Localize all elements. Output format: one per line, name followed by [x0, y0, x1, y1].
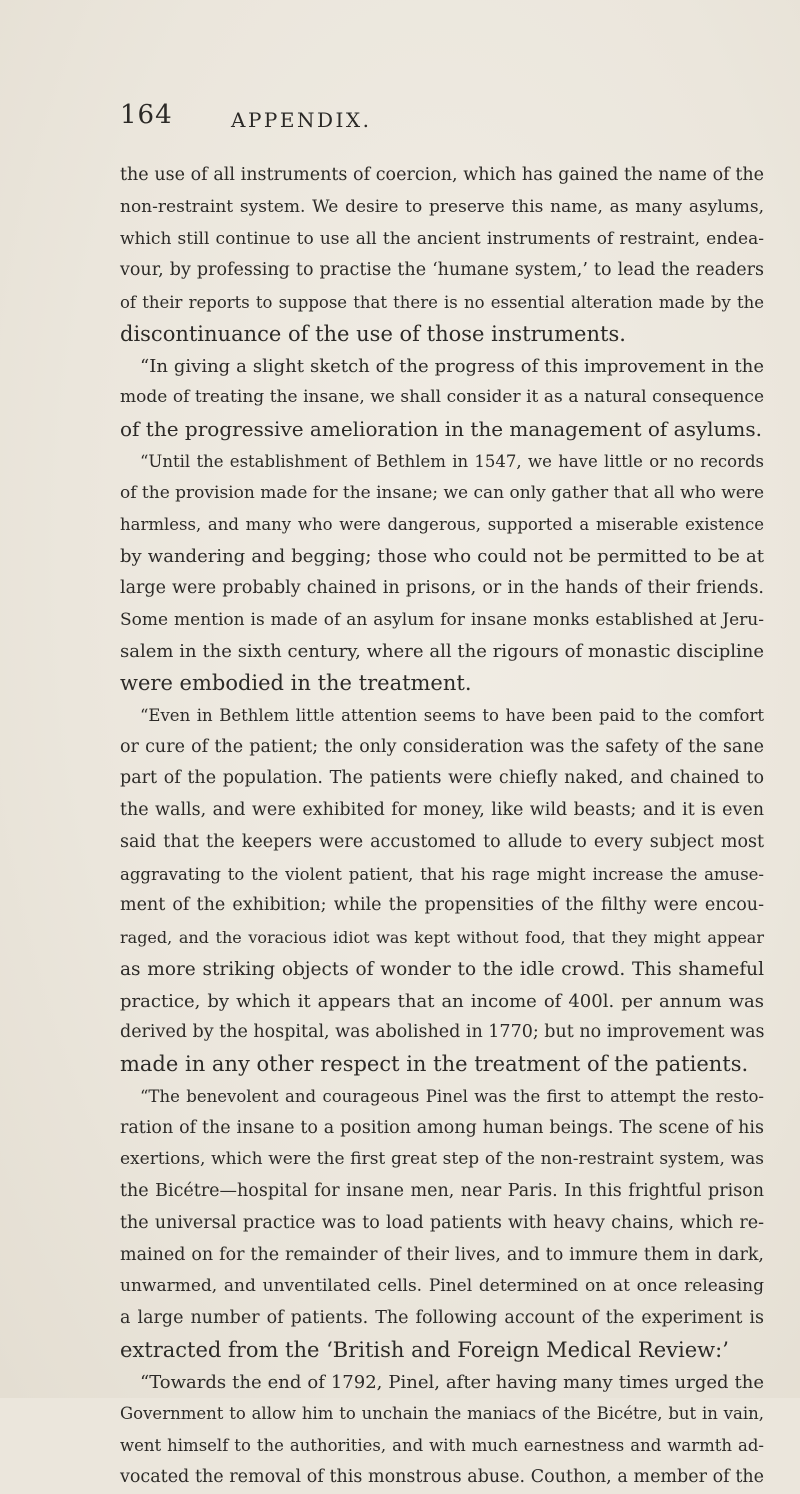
text-line: ration of the insane to a position among human beings. The scene of his: [120, 1117, 764, 1138]
text-line: part of the population. The patients were chiefly naked, and chained to: [120, 768, 764, 789]
text-line: mode of treating the insane, we shall consider it as a natural consequence: [120, 387, 764, 408]
text-line: the universal practice was to load patients with heavy chains, which re-: [120, 1212, 764, 1233]
text-line: went himself to the authorities, and with much earnestness and warmth ad-: [120, 1436, 764, 1455]
text-line: large were probably chained in prisons, or in the hands of their friends.: [120, 577, 764, 598]
text-line: made in any other respect in the treatment of the patients.: [120, 1052, 749, 1076]
text-line: said that the keepers were accustomed to allude to every subject most: [120, 831, 764, 852]
text-line: a large number of patients. The following account of the experiment is: [120, 1308, 764, 1328]
text-line: raged, and the voracious idiot was kept without food, that they might appear: [120, 928, 764, 947]
text-line: practice, by which it appears that an income of 400l. per annum was: [120, 990, 764, 1012]
body-text: [120, 160, 764, 1494]
text-line: as more striking objects of wonder to the idle crowd. This shameful: [120, 958, 764, 980]
text-line: mained on for the remainder of their lives, and to immure them in dark,: [120, 1244, 764, 1265]
text-line: of the progressive amelioration in the management of asylums.: [120, 417, 762, 441]
text-line: “In giving a slight sketch of the progress of this improvement in the: [140, 355, 764, 377]
text-line: exertions, which were the first great step of the non-restraint system, was: [120, 1149, 764, 1170]
running-head: APPENDIX.: [231, 108, 372, 132]
text-line: which still continue to use all the ancient instruments of restraint, endea-: [120, 228, 764, 249]
text-line: aggravating to the violent patient, that his rage might increase the amuse-: [120, 864, 764, 884]
text-line: by wandering and begging; those who could not be permitted to be at: [120, 546, 764, 567]
text-line: the walls, and were exhibited for money, like wild beasts; and it is even: [120, 800, 764, 820]
text-line: Some mention is made of an asylum for insane monks established at Jeru-: [120, 609, 764, 630]
text-line: of the provision made for the insane; we can only gather that all who were: [120, 482, 765, 503]
text-line: were embodied in the treatment.: [120, 671, 472, 695]
text-line: “Until the establishment of Bethlem in 1547, we have little or no records: [140, 451, 764, 471]
text-line: harmless, and many who were dangerous, supported a miserable existence: [120, 515, 764, 535]
text-line: unwarmed, and unventilated cells. Pinel determined on at once releasing: [120, 1276, 764, 1297]
page-header: [120, 100, 760, 140]
text-line: the use of all instruments of coercion, which has gained the name of the: [120, 165, 764, 185]
text-line: “The benevolent and courageous Pinel was the first to attempt the resto-: [140, 1086, 764, 1106]
text-line: Government to allow him to unchain the maniacs of the Bicétre, but in vain,: [120, 1404, 764, 1424]
text-line: “Towards the end of 1792, Pinel, after having many times urged the: [140, 1371, 764, 1393]
text-line: salem in the sixth century, where all the rigours of monastic discipline: [120, 641, 764, 663]
text-line: non-restraint system. We desire to preserve this name, as many asylums,: [120, 196, 764, 217]
text-line: extracted from the ‘British and Foreign Medical Review:’: [120, 1337, 729, 1362]
text-line: “Even in Bethlem little attention seems to have been paid to the comfort: [140, 705, 764, 725]
text-line: or cure of the patient; the only consideration was the safety of the sane: [120, 736, 764, 757]
text-line: ment of the exhibition; while the propensities of the filthy were encou-: [120, 895, 764, 916]
text-line: discontinuance of the use of those instruments.: [120, 321, 626, 346]
page-number: 164: [120, 100, 173, 130]
text-line: vocated the removal of this monstrous abuse. Couthon, a member of the: [120, 1466, 764, 1487]
text-line: vour, by professing to practise the ‘humane system,’ to lead the readers: [120, 260, 764, 281]
text-line: derived by the hospital, was abolished in 1770; but no improvement was: [120, 1022, 765, 1043]
text-line: of their reports to suppose that there is no essential alteration made by the: [120, 293, 764, 312]
text-line: the Bicétre—hospital for insane men, near Paris. In this frightful prison: [120, 1181, 764, 1201]
